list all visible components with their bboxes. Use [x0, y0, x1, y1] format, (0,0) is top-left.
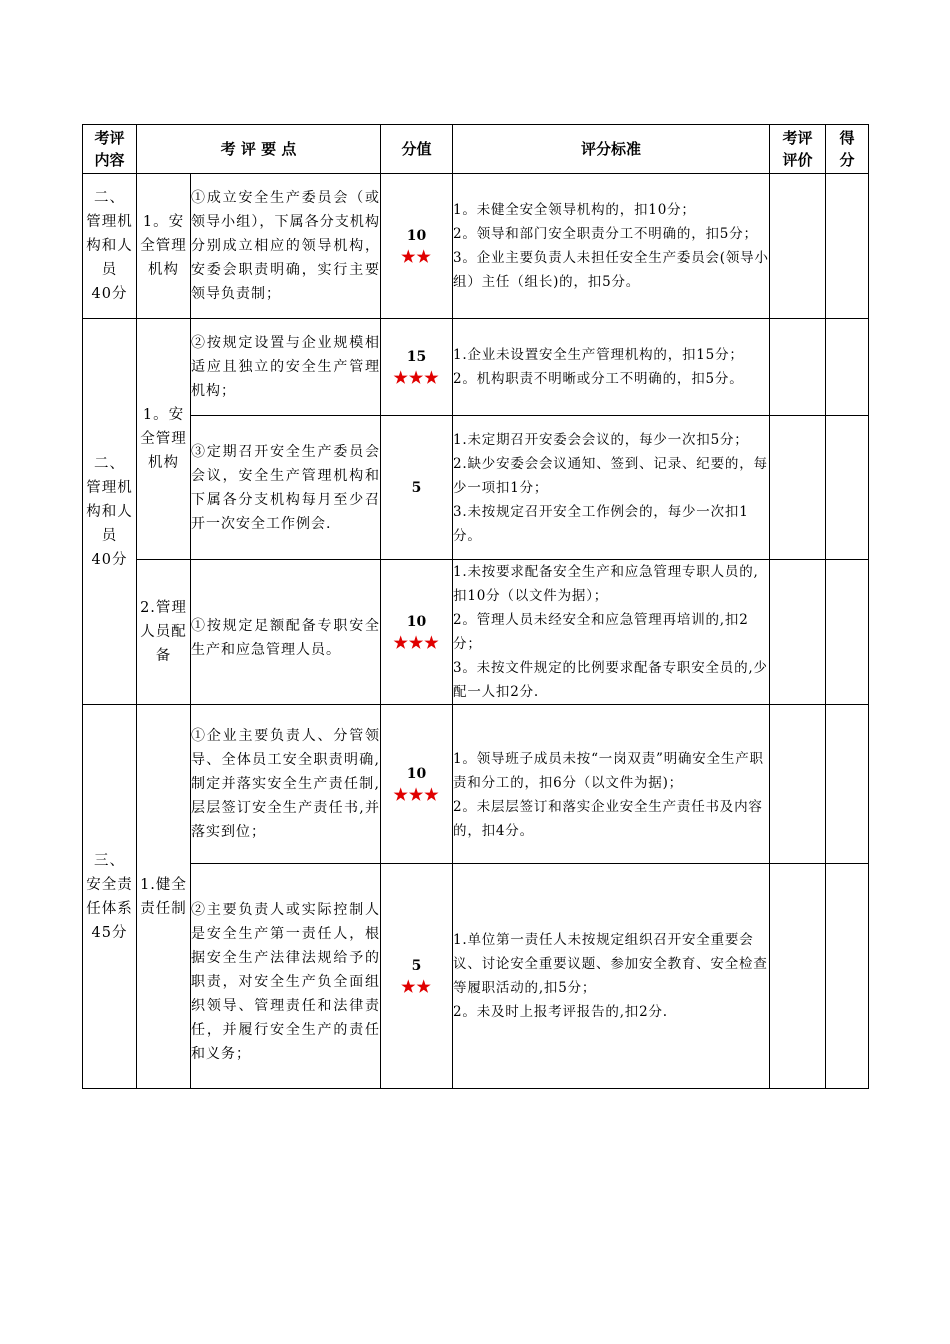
score-value: 15 — [406, 349, 427, 365]
standard-item: 2。机构职责不明晰或分工不明确的，扣5分。 — [453, 371, 744, 387]
score-value: 5 — [411, 958, 422, 974]
star-rating: ★★★ — [393, 785, 440, 804]
standard-cell — [453, 560, 770, 705]
header-result: 得 分 — [826, 125, 869, 174]
star-rating: ★★ — [401, 247, 432, 266]
standard-item: 1。未健全安全领导机构的，扣10分； — [453, 202, 696, 218]
result-cell[interactable] — [826, 560, 869, 705]
evaluation-table — [82, 124, 869, 1089]
evaluation-cell[interactable] — [770, 705, 826, 864]
sub-category-cell: 1。安全管理机构 — [137, 174, 191, 319]
score-cell — [381, 705, 453, 864]
evaluation-cell[interactable] — [770, 416, 826, 560]
standard-item: 1.单位第一责任人未按规定组织召开安全重要会议、讨论安全重要议题、参加安全教育、安全检查等履职活动的,扣5分； — [453, 932, 768, 996]
standard-cell — [453, 416, 770, 560]
sub-category-cell: 1.健全责任制 — [137, 705, 191, 1089]
standard-cell — [453, 864, 770, 1089]
result-cell[interactable] — [826, 174, 869, 319]
standard-item: 2。未层层签订和落实企业安全生产责任书及内容的，扣4分。 — [453, 799, 763, 839]
standard-item: 2。未及时上报考评报告的,扣2分. — [453, 1004, 668, 1020]
evaluation-cell[interactable] — [770, 864, 826, 1089]
score-cell — [381, 560, 453, 705]
standard-item: 1.企业未设置安全生产管理机构的，扣15分； — [453, 347, 744, 363]
requirement-cell: ①按规定足额配备专职安全生产和应急管理人员。 — [191, 560, 381, 705]
score-value: 10 — [406, 766, 427, 782]
table-row — [83, 319, 869, 416]
standard-item: 1.未按要求配备安全生产和应急管理专职人员的,扣10分（以文件为据）； — [453, 564, 759, 604]
requirement-cell: ①成立安全生产委员会（或领导小组），下属各分支机构分别成立相应的领导机构，安委会职责明确，实行主要领导负责制； — [191, 174, 381, 319]
score-cell — [381, 864, 453, 1089]
sub-category-cell: 1。安全管理机构 — [137, 319, 191, 560]
score-cell — [381, 174, 453, 319]
standard-item: 3。企业主要负责人未担任安全生产委员会(领导小组）主任（组长)的，扣5分。 — [453, 250, 769, 290]
result-cell[interactable] — [826, 864, 869, 1089]
header-evaluation: 考评 评价 — [770, 125, 826, 174]
header-points: 考 评 要 点 — [137, 125, 381, 174]
standard-item: 2。管理人员未经安全和应急管理再培训的,扣2分； — [453, 612, 749, 652]
header-row — [83, 125, 869, 174]
table-row — [83, 560, 869, 705]
sub-category-cell: 2.管理人员配备 — [137, 560, 191, 705]
standard-item: 1。领导班子成员未按“一岗双责”明确安全生产职责和分工的，扣6分（以文件为据)； — [453, 751, 764, 791]
result-cell[interactable] — [826, 705, 869, 864]
table-row — [83, 705, 869, 864]
standard-cell — [453, 705, 770, 864]
score-value: 5 — [411, 479, 422, 496]
standard-item: 2.缺少安委会会议通知、签到、记录、纪要的，每少一项扣1分； — [453, 455, 768, 496]
standard-item: 3.未按规定召开安全工作例会的，每少一次扣1分。 — [453, 503, 749, 544]
standard-item: 2。领导和部门安全职责分工不明确的，扣5分； — [453, 226, 758, 242]
evaluation-cell[interactable] — [770, 174, 826, 319]
header-score: 分值 — [381, 125, 453, 174]
standard-item: 1.未定期召开安委会会议的，每少一次扣5分； — [453, 431, 749, 448]
standard-item: 3。未按文件规定的比例要求配备专职安全员的,少配一人扣2分. — [453, 660, 768, 700]
category-cell: 二、 管理机构和人员 40分 — [83, 174, 137, 319]
star-rating: ★★★ — [393, 633, 440, 652]
result-cell[interactable] — [826, 416, 869, 560]
evaluation-cell[interactable] — [770, 560, 826, 705]
category-cell: 二、 管理机构和人员 40分 — [83, 319, 137, 705]
header-content: 考评 内容 — [83, 125, 137, 174]
table-row — [83, 174, 869, 319]
star-rating: ★★ — [401, 977, 432, 996]
standard-cell — [453, 319, 770, 416]
star-rating: ★★★ — [393, 368, 440, 387]
header-standard: 评分标准 — [453, 125, 770, 174]
requirement-cell: ②按规定设置与企业规模相适应且独立的安全生产管理机构； — [191, 319, 381, 416]
table-row — [83, 416, 869, 560]
result-cell[interactable] — [826, 319, 869, 416]
score-cell — [381, 319, 453, 416]
requirement-cell: ③定期召开安全生产委员会会议，安全生产管理机构和下属各分支机构每月至少召开一次安全工作例会. — [191, 416, 381, 560]
table-row — [83, 864, 869, 1089]
evaluation-cell[interactable] — [770, 319, 826, 416]
score-cell — [381, 416, 453, 560]
score-value: 10 — [406, 228, 427, 244]
requirement-cell: ①企业主要负责人、分管领导、全体员工安全职责明确,制定并落实安全生产责任制,层层签订安全生产责任书,并落实到位； — [191, 705, 381, 864]
requirement-cell: ②主要负责人或实际控制人是安全生产第一责任人，根据安全生产法律法规给予的职责，对安全生产负全面组织领导、管理责任和法律责任，并履行安全生产的责任和义务； — [191, 864, 381, 1089]
score-value: 10 — [406, 614, 427, 630]
standard-cell — [453, 174, 770, 319]
category-cell: 三、 安全责任体系 45分 — [83, 705, 137, 1089]
